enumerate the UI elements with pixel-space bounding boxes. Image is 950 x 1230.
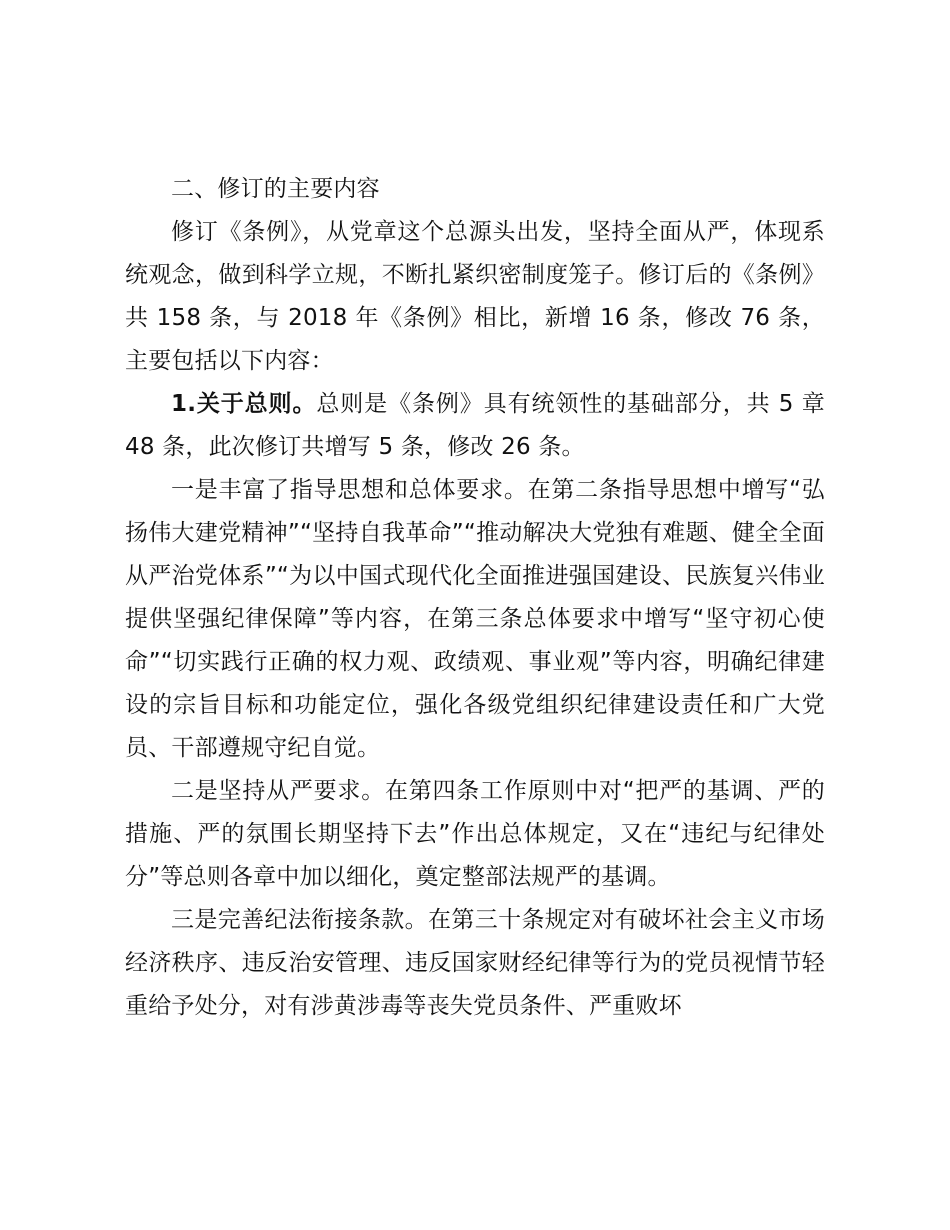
paragraph-text: 二是坚持从严要求。在第四条工作原则中对“把严的基调、严的措施、严的氛围长期坚持下去”作出总体规定，又在“违纪与纪律处分”等总则各章中加以细化，奠定整部法规严的基调。 [125, 778, 825, 890]
paragraph-point-two [125, 770, 825, 899]
paragraph-general-provisions [125, 383, 825, 469]
paragraph-point-three [125, 899, 825, 1028]
paragraph-point-one [125, 469, 825, 770]
section-heading: 二、修订的主要内容 [171, 176, 380, 202]
paragraph-text: 总则是《条例》具有统领性的基础部分，共 5 章 48 条，此次修订共增写 5 条，修改 26 条。 [125, 391, 825, 460]
paragraph-text: 修订《条例》，从党章这个总源头出发，坚持全面从严，体现系统观念，做到科学立规，不断扎紧织密制度笼子。修订后的《条例》共 158 条，与 2018 年《条例》相比，新增 16 条，修改 76 条，主要包括以下内容： [125, 219, 825, 374]
paragraph-text: 一是丰富了指导思想和总体要求。在第二条指导思想中增写“弘扬伟大建党精神”“坚持自我革命”“推动解决大党独有难题、健全全面从严治党体系”“为以中国式现代化全面推进强国建设、民族复兴伟业提供坚强纪律保障”等内容，在第三条总体要求中增写“坚守初心使命”“切实践行正确的权力观、政绩观、事业观”等内容，明确纪律建设的宗旨目标和功能定位，强化各级党组织纪律建设责任和广大党员、干部遵规守纪自觉。 [125, 477, 825, 761]
document-page [125, 168, 825, 1028]
paragraph-intro [125, 211, 825, 383]
paragraph-text: 三是完善纪法衔接条款。在第三十条规定对有破坏社会主义市场经济秩序、违反治安管理、违反国家财经纪律等行为的党员视情节轻重给予处分，对有涉黄涉毒等丧失党员条件、严重败坏 [125, 907, 825, 1019]
paragraph-lead: 1.关于总则。 [171, 391, 317, 417]
